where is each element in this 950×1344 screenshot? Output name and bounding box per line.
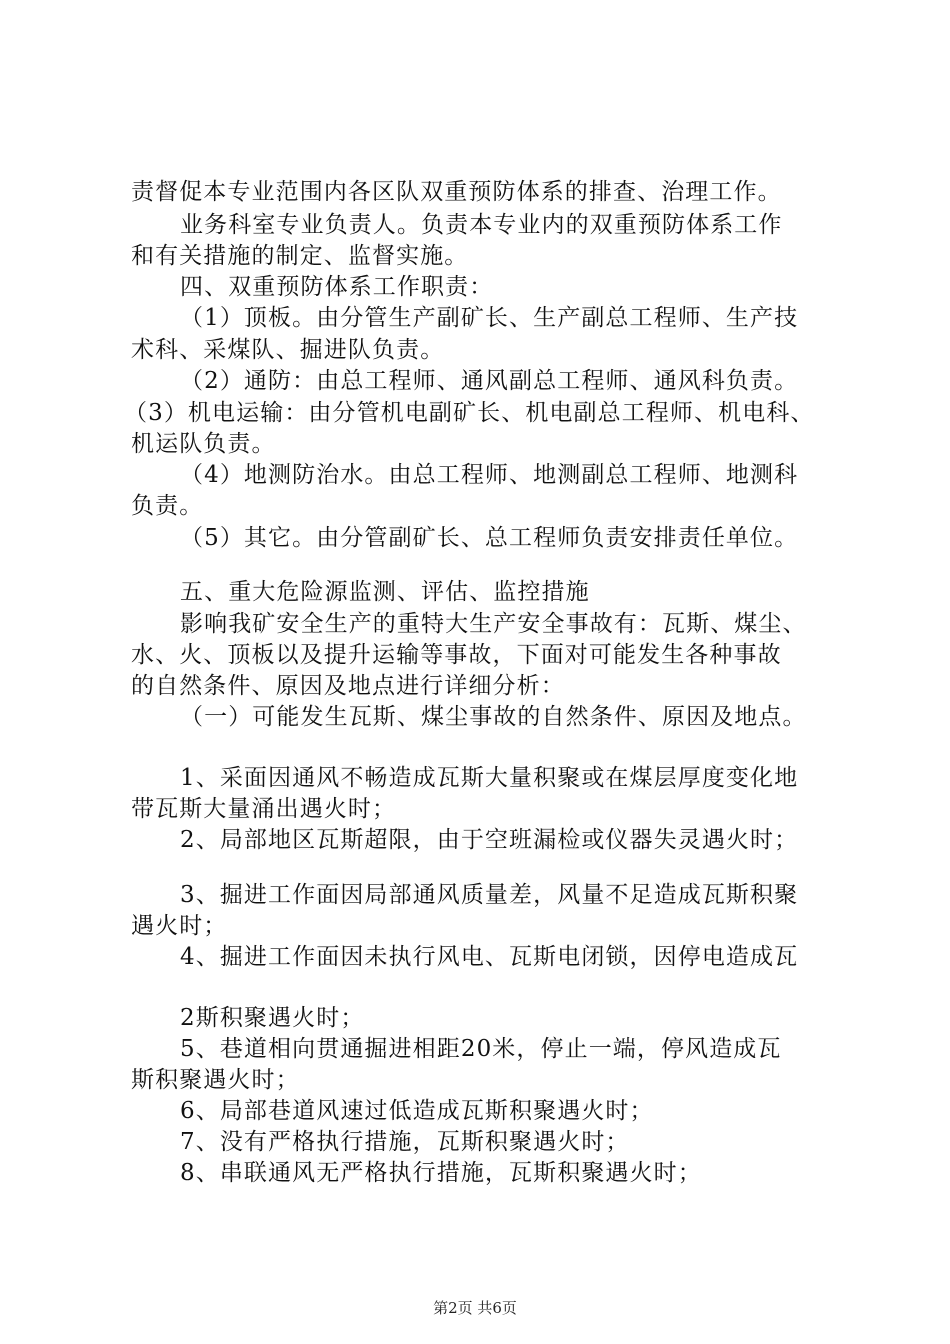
text-line: 影响我矿安全生产的重特大生产安全事故有：瓦斯、煤尘、 [180,611,807,637]
text-line: （4）地测防治水。由总工程师、地测副总工程师、地测科 [180,462,799,488]
section-heading: 五、重大危险源监测、评估、监控措施 [180,579,590,605]
list-item: 斯积聚遇火时； [131,1067,300,1093]
list-item: 2、局部地区瓦斯超限，由于空班漏检或仪器失灵遇火时； [180,827,799,853]
text-line: 水、火、顶板以及提升运输等事故，下面对可能发生各种事故 [131,642,782,668]
page-number-footer: 第2页 共6页 [433,1299,517,1317]
list-item: 2斯积聚遇火时； [180,1005,365,1031]
list-item: 5、巷道相向贯通掘进相距20米，停止一端，停风造成瓦 [180,1036,782,1062]
text-line: （1）顶板。由分管生产副矿长、生产副总工程师、生产技 [180,305,799,331]
list-item: 7、没有严格执行措施，瓦斯积聚遇火时； [180,1129,630,1155]
list-item: 6、局部巷道风速过低造成瓦斯积聚遇火时； [180,1098,654,1124]
text-line: 责督促本专业范围内各区队双重预防体系的排查、治理工作。 [131,179,782,205]
text-line: （3）机电运输：由分管机电副矿长、机电副总工程师、机电科、 [124,400,815,426]
text-line: 业务科室专业负责人。负责本专业内的双重预防体系工作 [180,212,783,238]
text-line: 和有关措施的制定、监督实施。 [131,243,469,269]
list-item: 遇火时； [131,913,228,939]
list-item: 8、串联通风无严格执行措施，瓦斯积聚遇火时； [180,1160,702,1186]
text-line: （2）通防：由总工程师、通风副总工程师、通风科负责。 [180,368,799,394]
text-line: 负责。 [131,493,204,519]
text-line: （5）其它。由分管副矿长、总工程师负责安排责任单位。 [180,525,799,551]
list-item: 带瓦斯大量涌出遇火时； [131,796,397,822]
text-line: 的自然条件、原因及地点进行详细分析： [131,673,565,699]
list-item: 3、掘进工作面因局部通风质量差，风量不足造成瓦斯积聚 [180,882,799,908]
subsection-heading: （一）可能发生瓦斯、煤尘事故的自然条件、原因及地点。 [180,704,807,730]
list-item: 4、掘进工作面因未执行风电、瓦斯电闭锁，因停电造成瓦 [180,944,799,970]
text-line: 机运队负责。 [131,431,276,457]
text-line: 术科、采煤队、掘进队负责。 [131,337,445,363]
section-heading: 四、双重预防体系工作职责： [180,274,494,300]
list-item: 1、采面因通风不畅造成瓦斯大量积聚或在煤层厚度变化地 [180,765,799,791]
